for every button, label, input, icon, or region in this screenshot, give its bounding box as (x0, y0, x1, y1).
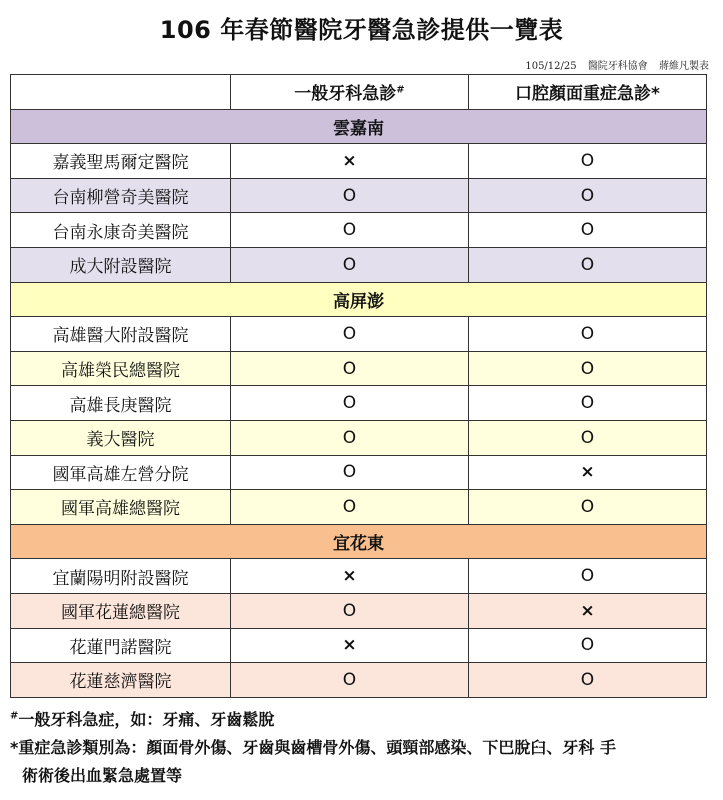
hospital-row (11, 455, 707, 490)
severe-emergency-mark: O (469, 559, 707, 594)
hospital-name: 成大附設醫院 (11, 247, 231, 282)
hospital-row (11, 351, 707, 386)
footnote-severe: *重症急診類別為：顏面骨外傷、牙齒與齒槽骨外傷、頭頸部感染、下巴脫臼、牙科 手 (10, 738, 616, 757)
general-emergency-mark: O (231, 178, 469, 213)
header-general-label: 一般牙科急診 (294, 84, 397, 105)
general-emergency-mark: × (231, 628, 469, 663)
region-row (11, 109, 707, 144)
hospital-name: 宜蘭陽明附設醫院 (11, 559, 231, 594)
severe-emergency-mark: O (469, 490, 707, 525)
general-emergency-mark: × (231, 144, 469, 179)
hospital-name: 花蓮門諾醫院 (11, 628, 231, 663)
general-emergency-mark: × (231, 559, 469, 594)
hospital-name: 高雄榮民總醫院 (11, 351, 231, 386)
hospital-name: 國軍高雄總醫院 (11, 490, 231, 525)
header-general-emergency (231, 75, 469, 110)
hospital-row (11, 144, 707, 179)
general-emergency-mark: O (231, 455, 469, 490)
severe-emergency-mark: × (469, 455, 707, 490)
credit-line (517, 57, 709, 72)
hospital-row (11, 178, 707, 213)
severe-emergency-mark: × (469, 593, 707, 628)
severe-emergency-mark: O (469, 420, 707, 455)
footnote-general-text: 一般牙科急症，如：牙痛、牙齒鬆脫 (18, 710, 275, 729)
severe-emergency-mark: O (469, 663, 707, 698)
hospital-row (11, 420, 707, 455)
severe-emergency-mark: O (469, 386, 707, 421)
hospital-name: 高雄醫大附設醫院 (11, 317, 231, 352)
footnote-general (10, 706, 710, 734)
hospital-name: 台南永康奇美醫院 (11, 213, 231, 248)
hospital-name: 花蓮慈濟醫院 (11, 663, 231, 698)
hospital-row (11, 628, 707, 663)
region-row (11, 282, 707, 317)
hospital-row (11, 559, 707, 594)
general-emergency-mark: O (231, 386, 469, 421)
hospital-row (11, 593, 707, 628)
table-body (11, 109, 707, 697)
hospital-name: 國軍花蓮總醫院 (11, 593, 231, 628)
header-general-mark: # (396, 84, 405, 96)
general-emergency-mark: O (231, 490, 469, 525)
hospital-row (11, 663, 707, 698)
severe-emergency-mark: O (469, 178, 707, 213)
hospital-name: 國軍高雄左營分院 (11, 455, 231, 490)
hospital-row (11, 213, 707, 248)
hospital-name: 義大醫院 (11, 420, 231, 455)
region-row (11, 524, 707, 559)
severe-emergency-mark: O (469, 213, 707, 248)
region-name: 雲嘉南 (11, 109, 707, 144)
general-emergency-mark: O (231, 351, 469, 386)
hospital-name: 嘉義聖馬爾定醫院 (11, 144, 231, 179)
severe-emergency-mark: O (469, 144, 707, 179)
page-title: 106 年春節醫院牙醫急診提供一覽表 (159, 16, 564, 44)
hospital-table (10, 74, 707, 698)
hospital-row (11, 386, 707, 421)
credit-date: 105/12/25 (525, 61, 577, 72)
hospital-name: 高雄長庚醫院 (11, 386, 231, 421)
general-emergency-mark: O (231, 247, 469, 282)
general-emergency-mark: O (231, 420, 469, 455)
severe-emergency-mark: O (469, 628, 707, 663)
general-emergency-mark: O (231, 663, 469, 698)
hospital-row (11, 490, 707, 525)
severe-emergency-mark: O (469, 351, 707, 386)
severe-emergency-mark: O (469, 317, 707, 352)
region-name: 宜花東 (11, 524, 707, 559)
general-emergency-mark: O (231, 593, 469, 628)
footnote-severe-continued: 術術後出血緊急處置等 (22, 766, 183, 785)
header-row (11, 75, 707, 110)
header-hospital (11, 75, 231, 110)
hospital-row (11, 317, 707, 352)
severe-emergency-mark: O (469, 247, 707, 282)
hospital-row (11, 247, 707, 282)
region-name: 高屏澎 (11, 282, 707, 317)
credit-org: 醫院牙科協會 (587, 61, 648, 72)
hospital-name: 台南柳營奇美醫院 (11, 178, 231, 213)
footnotes (10, 706, 710, 790)
footnote-general-mark: # (10, 710, 19, 722)
credit-author: 蔣維凡製表 (659, 61, 709, 72)
general-emergency-mark: O (231, 213, 469, 248)
general-emergency-mark: O (231, 317, 469, 352)
header-severe-emergency: 口腔顏面重症急診* (469, 75, 707, 110)
